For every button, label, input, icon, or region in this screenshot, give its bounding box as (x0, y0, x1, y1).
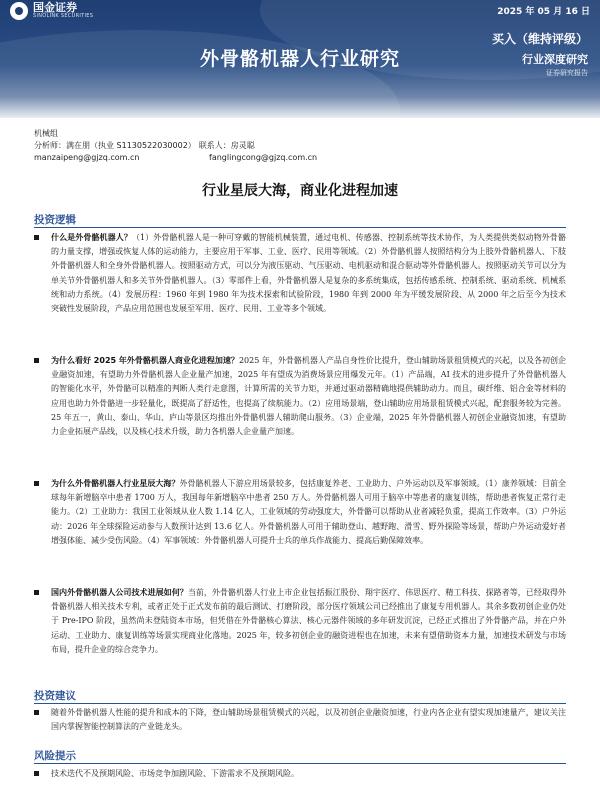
bullet-icon (34, 235, 39, 240)
bullet-icon (34, 590, 39, 595)
logo-icon (10, 2, 28, 20)
brand-logo (10, 2, 93, 20)
section-title-advice: 投资建议 (34, 690, 76, 702)
section-title-logic: 投资逻辑 (34, 214, 76, 226)
report-label: 证券研究报告 (546, 69, 588, 77)
contact-email[interactable]: fanglingcong@gjzq.com.cn (209, 153, 318, 162)
section-title-risk: 风险提示 (34, 750, 76, 762)
report-subtitle: 行业星辰大海，商业化进程加速 (202, 183, 398, 199)
contact-name: 联系人：房灵聪 (198, 141, 255, 150)
bullet-icon (34, 481, 39, 486)
logo-name: 国金证券 (33, 1, 77, 14)
report-type: 行业深度研究 (522, 53, 588, 66)
list-item (34, 231, 566, 316)
section-divider (34, 703, 566, 704)
bullet-text: 技术迭代不及预期风险、市场竞争加剧风险、下游需求不及预期风险。 (51, 769, 299, 778)
bullet-icon (34, 358, 39, 363)
list-item (34, 477, 566, 548)
analyst-name: 分析师：满在朋（执业 S1130522030002） (34, 141, 196, 150)
analyst-info (34, 128, 318, 164)
bullet-lead: 为什么外骨骼机器人行业星辰大海？ (51, 479, 180, 488)
list-item (34, 767, 566, 781)
bullet-icon (34, 710, 39, 715)
rating-badge: 买入（维持评级） (491, 32, 588, 46)
bullet-lead: 国内外骨骼机器人公司技术进展如何？ (51, 588, 188, 597)
sector-label: 机械组 (34, 129, 58, 138)
bullet-text: 当前，外骨骼机器人行业上市企业包括振江股份、翔宇医疗、伟思医疗、精工科技、探路者等，已经取得外骨骼机器人相关技术专利，或者正处于正式发布前的最后测试、打磨阶段，部分医疗领域公司已经推出了康复专用机器人。其余多数初创企业仍处于 Pre-IPO 阶段，虽然尚未登陆资本市场，但凭借在外骨骼核心算法、核心元器件领域的多年研发沉淀，已经正式推出了外骨骼产品，并在户外运动、工业助力、康复训练等场景实现商业化落地。2025 年，较多初创企业的融资进程也在加速，未来有望借助资本力量，加速技术研发与市场布局，提升企业的综合竞争力。 (51, 588, 566, 654)
bullet-lead: 什么是外骨骼机器人？ (51, 233, 132, 242)
list-item (34, 586, 566, 657)
bullet-icon (34, 771, 39, 776)
bullet-text: 2025 年，外骨骼机器人产品自身性价比提升，登山辅助场景租赁模式的兴起，以及各初创企业融资加速，有望助力外骨骼机器人企业量产加速，2025 年有望成为消费场景应用爆发元年。（1）产品端，AI 技术的进步提升了外骨骼机器人的智能化水平，外骨骼可以精准的判断人类行走意图，计算所需的关节力矩，并通过驱动器精确地提供辅助动力。而且，碳纤维、铝合金等材料的应用也助力外骨骼进一步轻量化，既提高了舒适性，也提高了续航能力。（2）应用场景端，登山辅助应用场景租赁模式兴起，配套服务较为完善。25 年五一，黄山、泰山、华山、庐山等景区均推出外骨骼机器人辅助爬山服务。（3）企业端，2025 年外骨骼机器人初创企业融资加速，有望助力企业拓展产品线，以及核心技术升级，助力各机器人企业量产加速。 (51, 356, 566, 437)
report-title: 外骨骼机器人行业研究 (199, 48, 400, 70)
section-divider (34, 763, 566, 764)
list-item (34, 354, 566, 439)
analyst-email[interactable]: manzaipeng@gjzq.com.cn (34, 153, 140, 162)
bullet-text: 随着外骨骼机器人性能的提升和成本的下降，登山辅助场景租赁模式的兴起，以及初创企业融资加速，行业内各企业有望实现加速量产，建议关注国内掌握智能控制算法的产业链龙头。 (51, 708, 566, 732)
list-item (34, 706, 566, 734)
bullet-text: （1）外骨骼机器人是一种可穿戴的智能机械装置，通过电机、传感器、控制系统等技术协作，为人类提供类似动物外骨骼的力量支撑，增强或恢复人体的运动能力，主要应用于军事、工业、医疗、民用等领域。（2）外骨骼机器人按照结构分为上肢外骨骼机器人、下肢外骨骼机器人和全身外骨骼机器人。按照驱动方式，可以分为液压驱动、气压驱动、电机驱动和混合驱动等外骨骼机器人。按照驱动关节可以分为单关节外骨骼机器人和多关节外骨骼机器人。（3）零部件上看，外骨骼机器人是复杂的多系统集成，包括传感系统、控制系统、驱动系统、机械系统和动力系统。（4）发展历程：1960 年到 1980 年为技术探索和试验阶段，1980 年到 2000 年为平缓发展阶段、从 2000 年之后至今为技术突破性发展阶段，产品应用范围也发展至军用、医疗、民用、工业等多个领域。 (51, 233, 566, 314)
bullet-lead: 为什么看好 2025 年外骨骼机器人商业化进程加速？ (51, 356, 239, 365)
bullet-text: 外骨骼机器人下游应用场景较多，包括康复养老、工业助力、户外运动以及军事领域。（1）康养领域：目前全球每年新增脑卒中患者 1700 万人，我国每年新增脑卒中患者 250 万人。外骨骼机器人可用于脑卒中等患者的康复训练，帮助患者恢复正常行走能力。（2）工业助力：我国工业领域从业人数 1.14 亿人，工业领域的劳动强度大，外骨骼可以帮助从业者减轻负重，提高工作效率。（3）户外运动：2026 年全球探险运动参与人数预计达到 13.6 亿人。外骨骼机器人可用于辅助登山、越野跑、滑雪、野外探险等场景，帮助户外运动爱好者增强体能、减少受伤风险。（4）军事领域：外骨骼机器人可提升士兵的单兵作战能力、提高后勤保障效率。 (51, 479, 566, 545)
report-header (0, 0, 600, 118)
section-divider (34, 227, 566, 228)
logo-subtitle: SINOLINK SECURITIES (33, 13, 94, 19)
report-date: 2025 年 05 月 16 日 (497, 7, 590, 17)
